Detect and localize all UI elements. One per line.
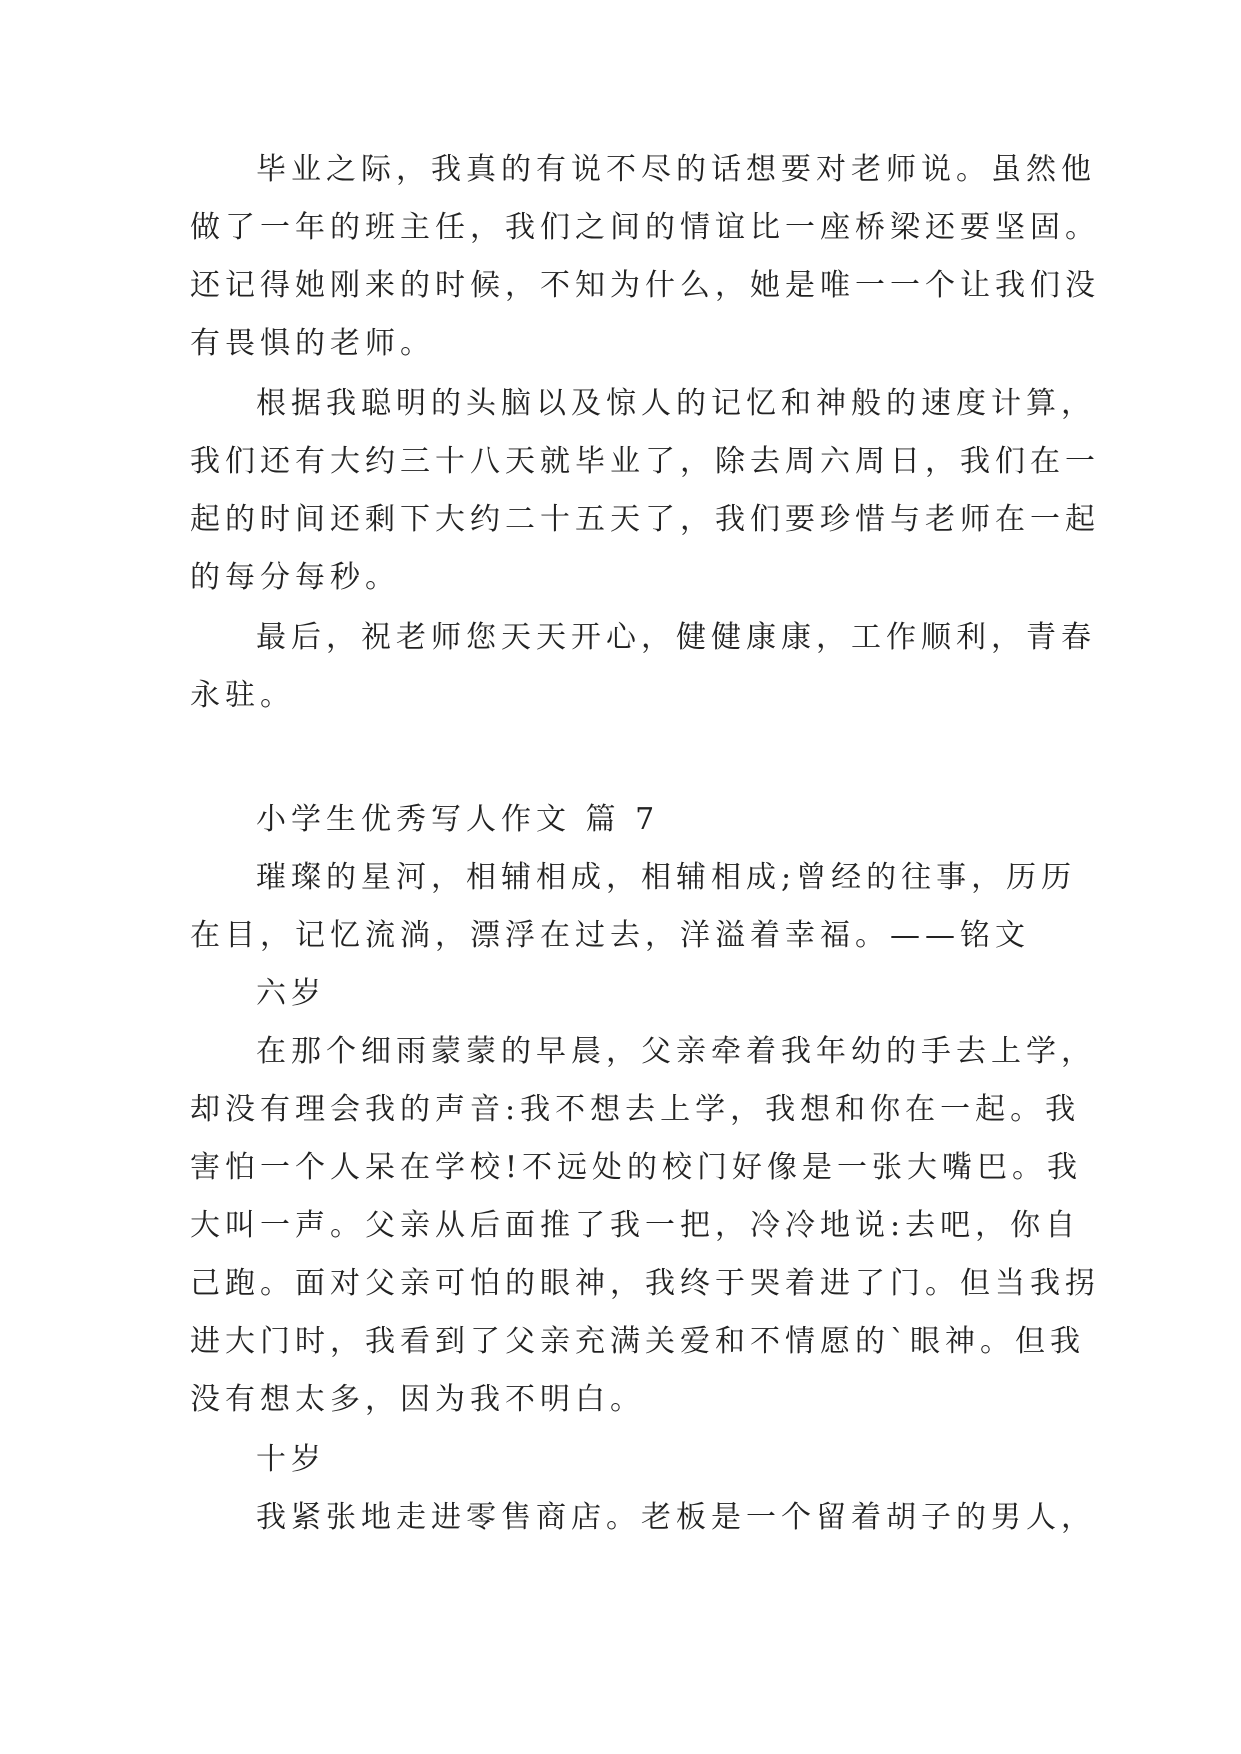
paragraph-line: 根据我聪明的头脑以及惊人的记忆和神般的速度计算， xyxy=(256,386,1096,421)
age-heading: 十岁 xyxy=(256,1442,326,1477)
paragraph-line: 没有想太多，因为我不明白。 xyxy=(190,1382,645,1417)
paragraph-line: 毕业之际，我真的有说不尽的话想要对老师说。虽然他 xyxy=(256,152,1096,187)
section-heading: 小学生优秀写人作文 篇 7 xyxy=(256,802,660,837)
age-heading: 六岁 xyxy=(256,976,326,1011)
paragraph-line: 在那个细雨蒙蒙的早晨，父亲牵着我年幼的手去上学， xyxy=(256,1034,1096,1069)
paragraph-line: 的每分每秒。 xyxy=(190,560,400,595)
paragraph-line: 璀璨的星河，相辅相成，相辅相成;曾经的往事，历历 xyxy=(256,860,1077,895)
paragraph-line: 永驻。 xyxy=(190,678,295,713)
paragraph-line: 做了一年的班主任，我们之间的情谊比一座桥梁还要坚固。 xyxy=(190,210,1100,245)
paragraph-line: 我紧张地走进零售商店。老板是一个留着胡子的男人， xyxy=(256,1500,1096,1535)
paragraph-line: 起的时间还剩下大约二十五天了，我们要珍惜与老师在一起 xyxy=(190,502,1100,537)
paragraph-line: 我们还有大约三十八天就毕业了，除去周六周日，我们在一 xyxy=(190,444,1100,479)
paragraph-line: 有畏惧的老师。 xyxy=(190,326,435,361)
paragraph-line: 大叫一声。父亲从后面推了我一把，冷冷地说:去吧，你自 xyxy=(190,1208,1081,1243)
paragraph-line: 进大门时，我看到了父亲充满关爱和不情愿的`眼神。但我 xyxy=(190,1324,1085,1359)
paragraph-line: 害怕一个人呆在学校!不远处的校门好像是一张大嘴巴。我 xyxy=(190,1150,1083,1185)
paragraph-line: 却没有理会我的声音:我不想去上学，我想和你在一起。我 xyxy=(190,1092,1081,1127)
paragraph-line: 还记得她刚来的时候，不知为什么，她是唯一一个让我们没 xyxy=(190,268,1100,303)
paragraph-line: 己跑。面对父亲可怕的眼神，我终于哭着进了门。但当我拐 xyxy=(190,1266,1100,1301)
paragraph-line: 最后，祝老师您天天开心，健健康康，工作顺利，青春 xyxy=(256,620,1096,655)
paragraph-line: 在目，记忆流淌，漂浮在过去，洋溢着幸福。——铭文 xyxy=(190,918,1030,953)
